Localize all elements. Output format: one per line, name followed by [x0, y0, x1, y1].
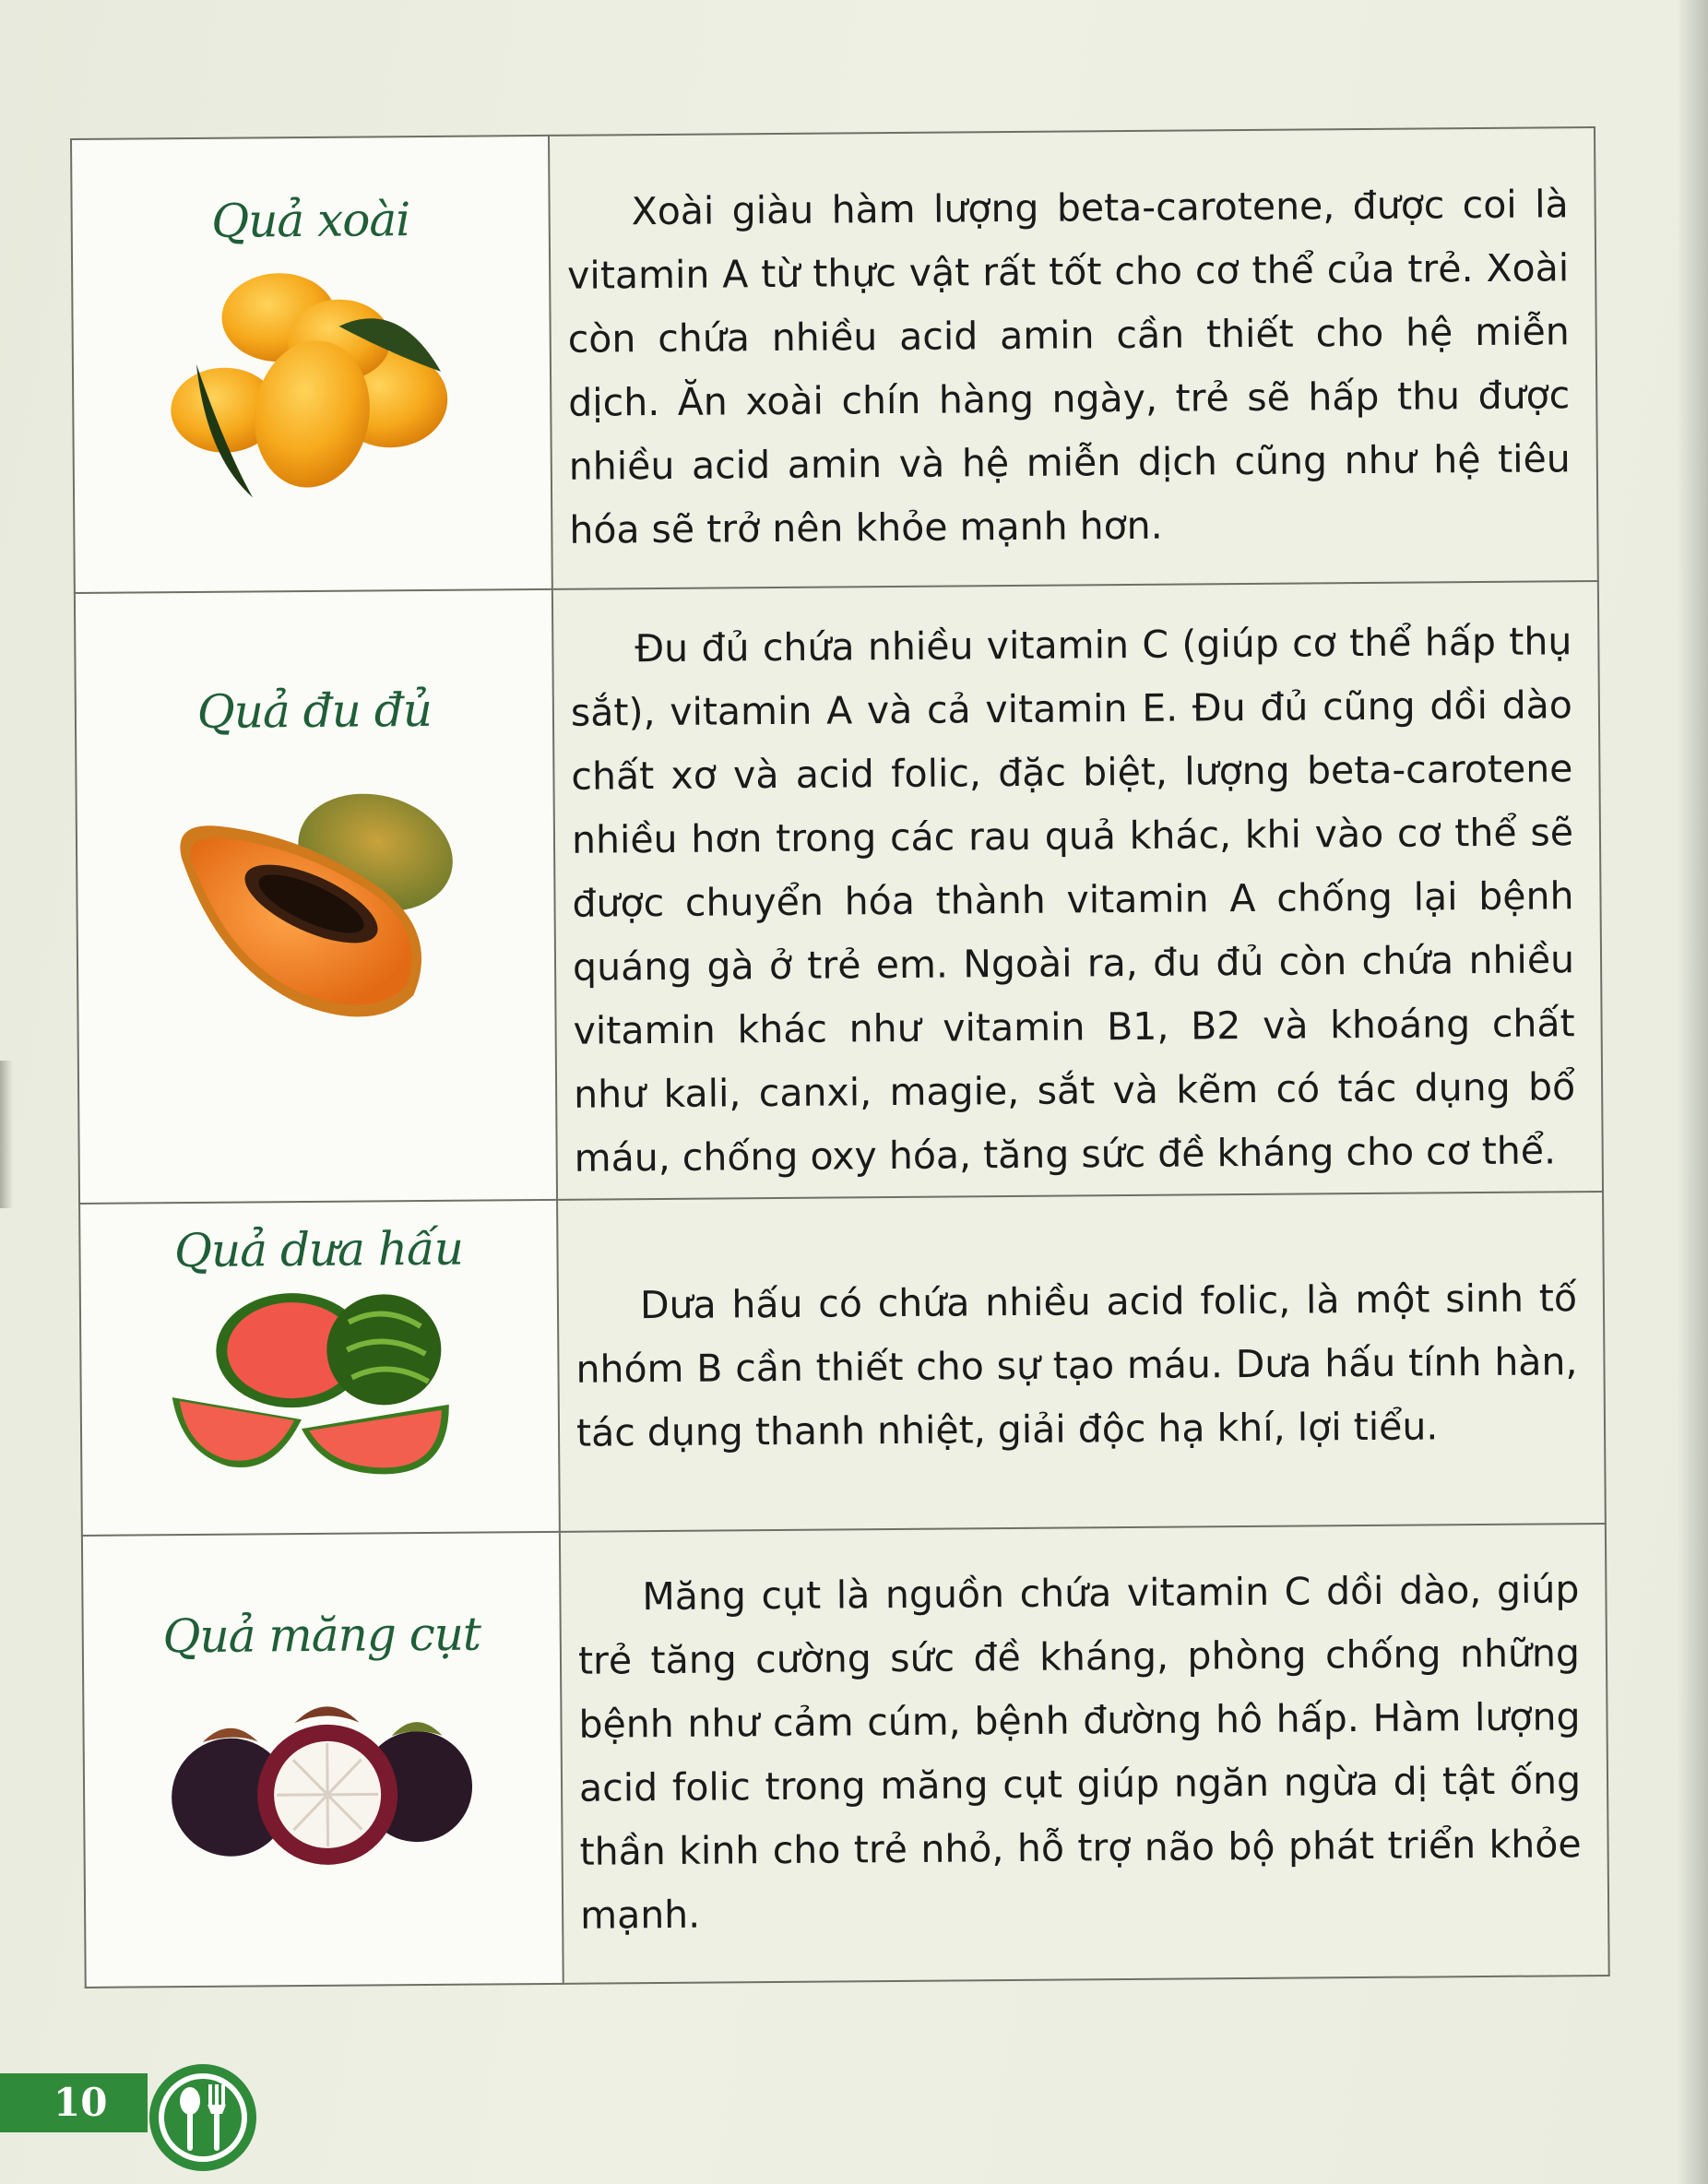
- fruit-image-cell: [82, 1532, 563, 1988]
- papaya-image: [163, 783, 469, 1035]
- fruit-name-label: Quả đu đủ: [196, 682, 433, 739]
- fruit-name-label: Quả dưa hấu: [173, 1221, 464, 1278]
- page-number: 10: [53, 2080, 108, 2125]
- page-binding-shadow: [1677, 0, 1708, 2184]
- watermelon-image: [172, 1285, 469, 1500]
- fruit-name-label: Quả măng cụt: [162, 1607, 481, 1664]
- fruit-description-cell: [552, 581, 1603, 1200]
- fruit-description-cell: [560, 1524, 1609, 1984]
- fruit-description: Đu đủ chứa nhiều vitamin C (giúp cơ thể hấp thụ sắt), vitamin A và cả vitamin E. Đu đủ cũng dồi dào chất xơ và acid folic, đặc biệt, lượng beta-carotene nhiều hơn trong các rau quả khác, khi vào cơ thể sẽ được chuyển hóa thành vitamin A chống lại bệnh quáng gà ở trẻ em. Ngoài ra, đu đủ còn chứa nhiều vitamin khác như vitamin B1, B2 và khoáng chất như kali, canxi, magie, sắt và kẽm có tác dụng bổ máu, chống oxy hóa, tăng sức đề kháng cho cơ thể.: [570, 619, 1576, 1181]
- page-edge-shadow: [0, 1061, 13, 1208]
- fruit-image-cell: [75, 589, 557, 1204]
- table-row: [75, 581, 1603, 1204]
- table-row: [82, 1524, 1609, 1988]
- fruit-name-label: Quả xoài: [210, 193, 410, 248]
- fruit-image-cell: [71, 136, 552, 593]
- fruit-description-cell: [557, 1192, 1606, 1532]
- fruit-nutrition-table: [70, 126, 1610, 1988]
- fruit-description-cell: [549, 127, 1598, 589]
- table-row: [79, 1192, 1606, 1536]
- table-row: [71, 127, 1598, 593]
- mangosteen-image: [165, 1685, 480, 1881]
- fruit-description: Dưa hấu có chứa nhiều acid folic, là một sinh tố nhóm B cần thiết cho sự tạo máu. Dưa hấu tính hàn, tác dụng thanh nhiệt, giải độc hạ khí, lợi tiểu.: [575, 1276, 1578, 1455]
- mango-image: [159, 261, 465, 513]
- fruit-description: Xoài giàu hàm lượng beta-carotene, được coi là vitamin A từ thực vật rất tốt cho cơ thể của trẻ. Xoài còn chứa nhiều acid amin cần thiết cho hệ miễn dịch. Ăn xoài chín hàng ngày, trẻ sẽ hấp thu được nhiều acid amin và hệ miễn dịch cũng như hệ tiêu hóa sẽ trở nên khỏe mạnh hơn.: [566, 182, 1571, 552]
- fruit-description: Măng cụt là nguồn chứa vitamin C dồi dào, giúp trẻ tăng cường sức đề kháng, phòng chống những bệnh như cảm cúm, bệnh đường hô hấp. Hàm lượng acid folic trong măng cụt giúp ngăn ngừa dị tật ống thần kinh cho trẻ nhỏ, hỗ trợ não bộ phát triển khỏe mạnh.: [577, 1567, 1582, 1938]
- fruit-image-cell: [79, 1200, 560, 1536]
- fork-spoon-icon: [146, 2060, 260, 2175]
